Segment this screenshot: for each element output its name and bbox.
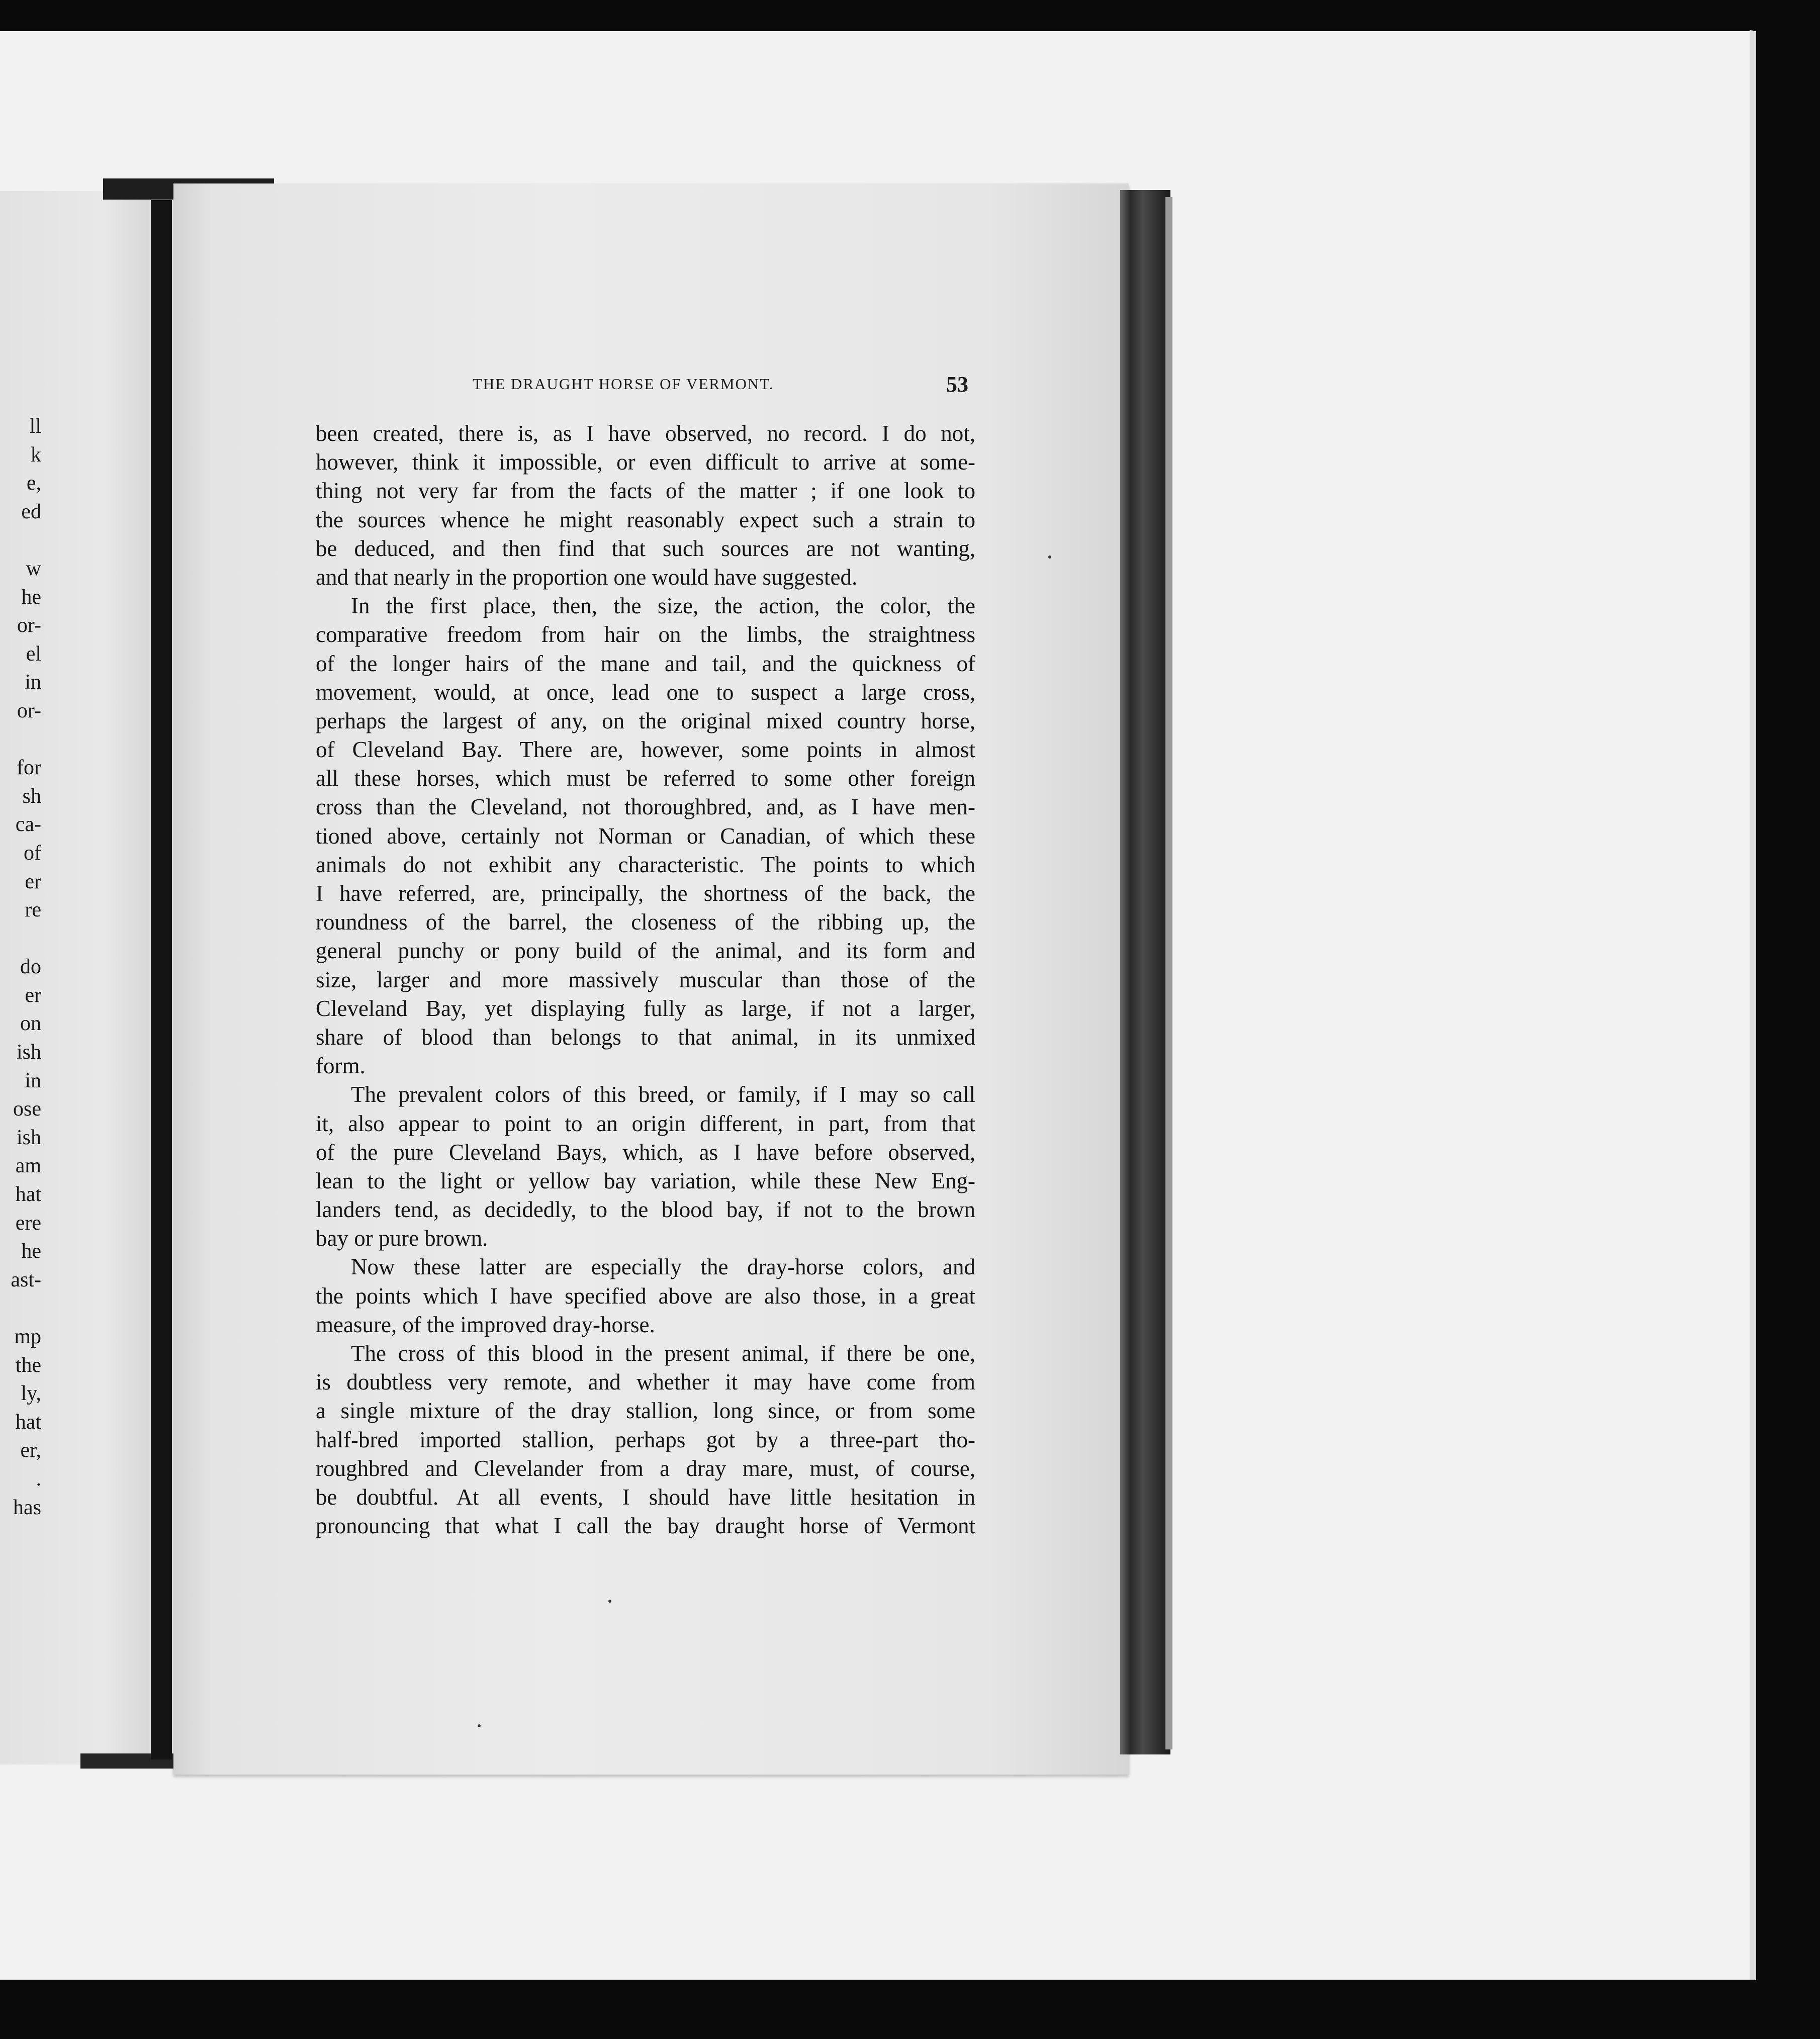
left-page-fragment <box>0 526 41 554</box>
text-line: been created, there is, as I have observed, no record. I do not, <box>316 421 975 446</box>
text-line: I have referred, are, principally, the shortness of the back, the <box>316 881 975 906</box>
left-page-fragment: do <box>20 955 41 979</box>
film-border-right <box>1756 0 1820 2039</box>
left-page-fragment: in <box>25 671 41 694</box>
left-page-fragment: or- <box>17 614 41 637</box>
running-head: THE DRAUGHT HORSE OF VERMONT. <box>473 375 774 393</box>
text-line: The cross of this blood in the present animal, if there be one, <box>351 1341 975 1366</box>
left-page-fragment: ish <box>16 1126 41 1149</box>
text-line: of the pure Cleveland Bays, which, as I have before observed, <box>316 1139 975 1165</box>
text-line: roughbred and Clevelander from a dray mare, must, of course, <box>316 1455 975 1481</box>
left-page-fragment: am <box>15 1154 41 1178</box>
left-page-fragment: e, <box>26 472 41 495</box>
left-page-fragment: ish <box>16 1041 41 1064</box>
left-page-fragment: el <box>26 642 41 666</box>
left-page-fragment: ca- <box>15 813 41 837</box>
left-page-fragment: re <box>25 898 41 922</box>
body-text <box>316 419 975 1540</box>
text-line: perhaps the largest of any, on the original mixed country horse, <box>316 708 975 733</box>
left-page-fragment: k <box>31 443 41 467</box>
text-line: bay or pure brown. <box>316 1226 488 1251</box>
page-block-edge <box>1120 190 1170 1754</box>
ink-speck <box>478 1724 481 1727</box>
left-page-fragment: mp <box>14 1325 41 1348</box>
text-line: however, think it impossible, or even difficult to arrive at some- <box>316 449 975 475</box>
text-line: it, also appear to point to an origin different, in part, from that <box>316 1110 975 1136</box>
page-number: 53 <box>946 372 968 397</box>
left-page-fragment: the <box>15 1353 41 1377</box>
left-page-fragment: er, <box>20 1439 41 1462</box>
left-page-fragment: hat <box>15 1183 41 1207</box>
text-line: the sources whence he might reasonably expect such a strain to <box>316 507 975 532</box>
book-spine <box>151 200 172 1759</box>
left-page-fragment: ed <box>21 500 41 523</box>
left-page-fragment: ly, <box>21 1382 41 1406</box>
left-page-fragment: er <box>25 870 41 893</box>
left-page-fragment: for <box>17 756 41 780</box>
left-page-fragment: . <box>36 1467 41 1491</box>
text-line: be deduced, and then find that such sources are not wanting, <box>316 535 975 561</box>
text-line: Now these latter are especially the dray-horse colors, and <box>351 1254 975 1280</box>
text-line: a single mixture of the dray stallion, long since, or from some <box>316 1398 975 1424</box>
left-page-fragment: ast- <box>11 1268 41 1291</box>
text-line: animals do not exhibit any characteristic. The points to which <box>316 852 975 877</box>
left-page-fragment: of <box>24 841 41 865</box>
text-line: is doubtless very remote, and whether it may have come from <box>316 1369 975 1395</box>
left-page-fragment: hat <box>15 1410 41 1434</box>
text-line: pronouncing that what I call the bay draught horse of Vermont <box>316 1513 975 1539</box>
film-border-top <box>0 0 1820 31</box>
text-line: be doubtful. At all events, I should have little hesitation in <box>316 1484 975 1510</box>
left-page-fragment: has <box>13 1496 41 1519</box>
left-page-fragment <box>0 1294 41 1323</box>
text-line: of Cleveland Bay. There are, however, some points in almost <box>316 737 975 763</box>
text-line: form. <box>316 1053 366 1079</box>
text-line: movement, would, at once, lead one to suspect a large cross, <box>316 679 975 705</box>
text-line: size, larger and more massively muscular than those of the <box>316 967 975 992</box>
ink-speck <box>1048 555 1051 559</box>
ink-speck <box>608 1600 611 1603</box>
left-page-fragment: ose <box>13 1097 41 1121</box>
text-line: comparative freedom from hair on the limbs, the straightness <box>316 622 975 647</box>
left-page-fragment: he <box>21 1240 41 1263</box>
text-line: roundness of the barrel, the closeness of the ribbing up, the <box>316 909 975 935</box>
left-page-fragment <box>0 725 41 754</box>
left-page-text-fragments <box>0 412 41 1522</box>
text-line: tioned above, certainly not Norman or Canadian, of which these <box>316 823 975 849</box>
text-line: thing not very far from the facts of the matter ; if one look to <box>316 478 975 504</box>
text-line: In the first place, then, the size, the action, the color, the <box>351 593 975 619</box>
left-page-fragment: he <box>21 585 41 609</box>
text-line: cross than the Cleveland, not thoroughbred, and, as I have men- <box>316 794 975 820</box>
left-page-fragment: on <box>20 1012 41 1036</box>
text-line: The prevalent colors of this breed, or family, if I may so call <box>351 1082 975 1107</box>
film-border-bottom <box>0 1980 1820 2039</box>
text-line: the points which I have specified above are also those, in a great <box>316 1283 975 1309</box>
text-line: landers tend, as decidedly, to the blood bay, if not to the brown <box>316 1197 975 1223</box>
text-line: all these horses, which must be referred to some other foreign <box>316 766 975 791</box>
text-line: Cleveland Bay, yet displaying fully as large, if not a larger, <box>316 995 975 1021</box>
text-line: half-bred imported stallion, perhaps got by a three-part tho- <box>316 1427 975 1452</box>
left-page-fragment: ll <box>29 415 41 438</box>
left-page-fragment: er <box>25 983 41 1007</box>
text-line: lean to the light or yellow bay variation, while these New Eng- <box>316 1168 975 1193</box>
text-line: and that nearly in the proportion one would have suggested. <box>316 564 858 590</box>
left-page-fragment: or- <box>17 699 41 722</box>
left-page-fragment: in <box>25 1069 41 1092</box>
text-line: of the longer hairs of the mane and tail, and the quickness of <box>316 651 975 676</box>
text-line: general punchy or pony build of the animal, and its form and <box>316 938 975 964</box>
text-line: measure, of the improved dray-horse. <box>316 1312 655 1337</box>
page-block-edge-highlight <box>1165 197 1172 1749</box>
left-page-fragment: w <box>26 557 41 580</box>
left-page-fragment <box>0 924 41 953</box>
left-page-fragment: sh <box>22 784 41 808</box>
left-page-fragment: ere <box>15 1211 41 1235</box>
text-line: share of blood than belongs to that animal, in its unmixed <box>316 1024 975 1050</box>
